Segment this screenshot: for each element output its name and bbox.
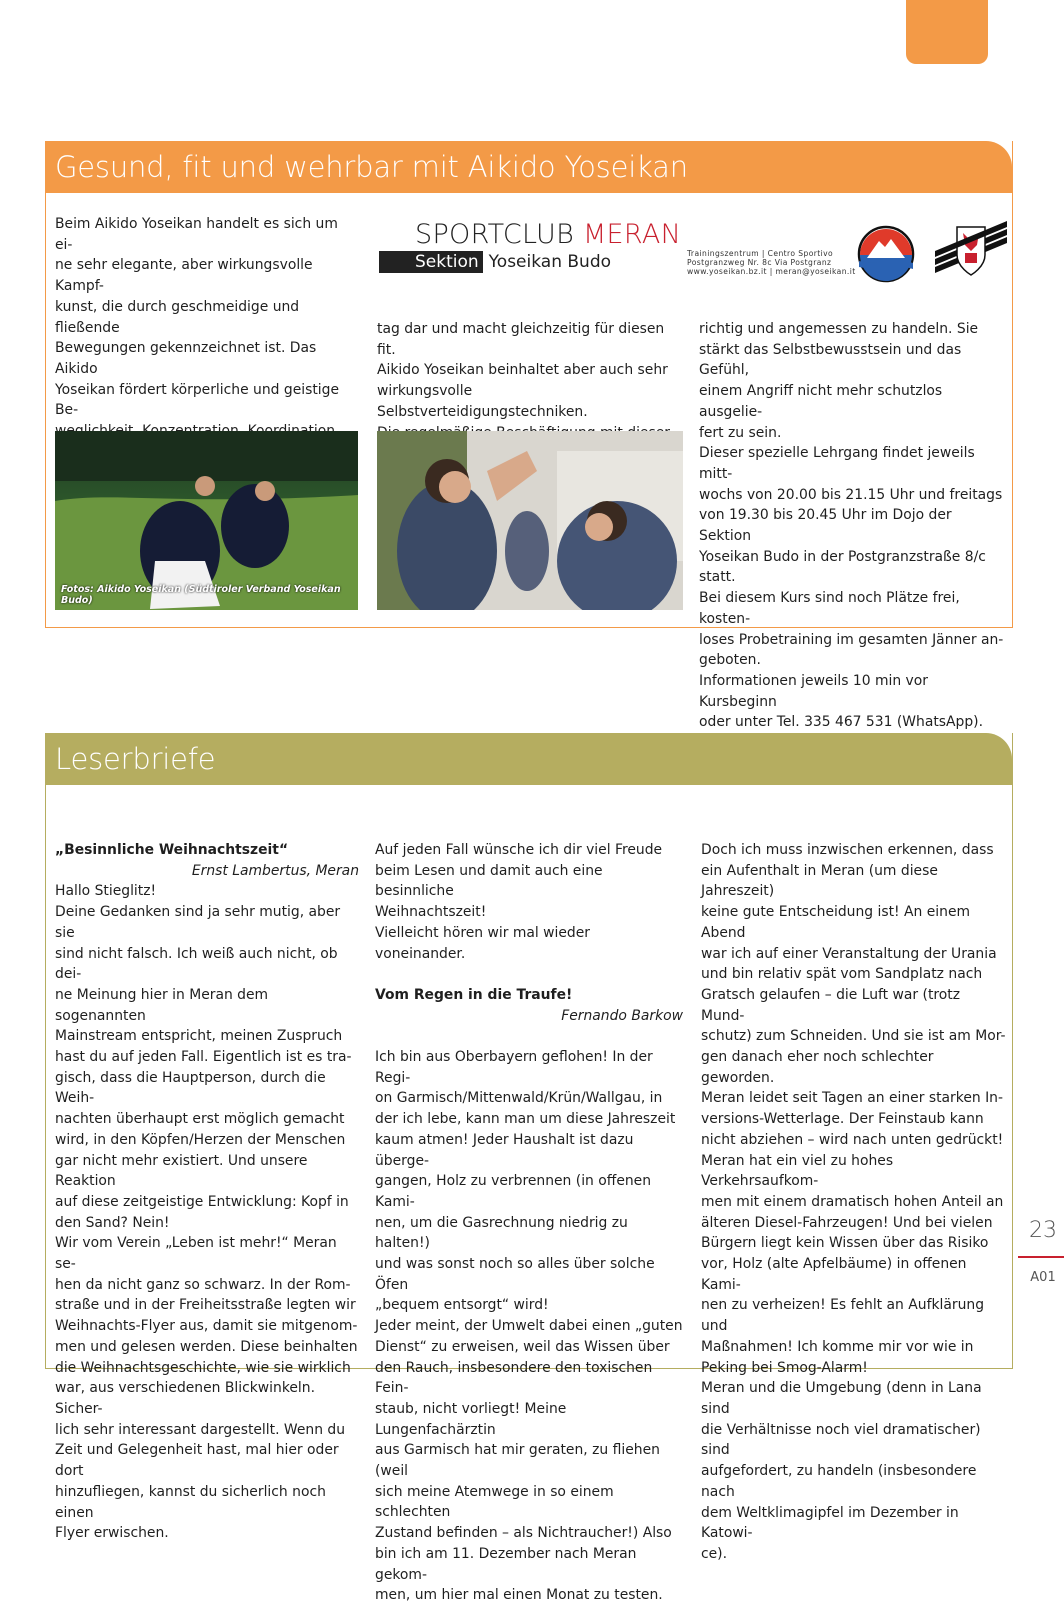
aikido-article xyxy=(45,141,1013,731)
letter1-ending: Auf jeden Fall wünsche ich dir viel Freude beim Lesen und damit auch eine besinnliche Weihnachtszeit! Vielleicht hören wir mal wieder voneinander. xyxy=(375,842,663,962)
club-section: Sektion Yoseikan Budo xyxy=(379,252,611,272)
yoseikan-emblem-icon xyxy=(857,225,915,283)
page-number: 23 xyxy=(1029,1218,1057,1243)
aikido-title: Gesund, fit und wehrbar mit Aikido Yoseikan xyxy=(46,141,1012,193)
aikido-photo-outdoor xyxy=(55,431,358,610)
club-contact-info: Trainingszentrum | Centro Sportivo Postgranzweg Nr. 8c Via Postgranz www.yoseikan.bz.it | meran@yoseikan.it xyxy=(687,249,856,276)
letters-column-3 xyxy=(701,840,1007,1565)
page-number-divider xyxy=(1018,1256,1064,1258)
aikido-indoor-illustration xyxy=(377,431,683,610)
aikido-photo-indoor xyxy=(377,431,683,610)
club-name: SPORTCLUB MERAN xyxy=(415,219,682,250)
page-tab-marker xyxy=(906,0,988,64)
letters-section xyxy=(45,733,1013,1604)
sportclub-logo xyxy=(379,219,1009,287)
letters-title: Leserbriefe xyxy=(46,733,1012,785)
letter1-author: Ernst Lambertus, Meran xyxy=(191,862,359,879)
aikido-text-1: Beim Aikido Yoseikan handelt es sich um ei- ne sehr elegante, aber wirkungsvolle Kampf- kunst, die durch geschmeidige und fließende Bewegungen gekennzeichnet ist. Das Aikido Yoseikan fördert körperliche und geistige Be- xyxy=(55,216,340,419)
page-code: A01 xyxy=(1030,1270,1056,1285)
letter1-title: „Besinnliche Weihnachtszeit“ xyxy=(55,842,289,858)
letters-column-1 xyxy=(55,840,359,1544)
letter2-continued: Doch ich muss inzwischen erkennen, dass ein Aufenthalt in Meran (um diese Jahreszeit) keine gute Entscheidung ist! An einem Abend war ich auf einer Veranstaltung der Urania und bin relativ spät vom Sandplatz nach Gratsch gelaufen – die Luft war (trotz Mund- schutz) zum Schneiden. Und sie ist am Mor- gen danach eher noch schlechter geworden. Meran leidet seit Tagen an einer starken In- versions-Wetterlage. Der Feinstaub kann nicht abziehen – wird nach unten gedrückt! Meran hat ein viel zu hohes Verkehrsaufkom- men mit einem dramatisch hohen Anteil an älteren Diesel-Fahrzeugen! Und bei vielen Bürgern liegt kein Wissen über das Risiko vor, Holz (alte Apfelbäume) in offenen Kami- nen zu verheizen! Es fehlt an Aufklärung und Maßnahmen! Ich komme mir vor wie in Peking bei Smog-Alarm! Meran und die Umgebung (denn in Lana sind die Verhältnisse noch viel dramatischer) sind aufgefordert, zu handeln (insbesondere nach dem Weltklimagipfel im Dezember in Katowi- ce). xyxy=(701,842,1006,1562)
letter1-body: Hallo Stieglitz! Deine Gedanken sind ja sehr mutig, aber sie sind nicht falsch. Ich weiß auch nicht, ob dei- ne Meinung hier in Meran dem sogenannten Mainstream entspricht, meinen Zuspruch hast du auf jeden Fall. Eigentlich ist es tra- gisch, dass die Hauptperson, durch die Weih- nachten überhaupt erst möglich gemacht wird, in den Köpfen/Herzen der Menschen gar nicht mehr existiert. Und unsere Reaktion auf diese zeitgeistige Entwicklung: Kopf in den Sand? Nein! Wir vom Verein „Leben ist mehr!“ Meran se- hen da nicht ganz so schwarz. In der Rom- straße und in der Freiheitsstraße legten wir Weihnachts-Flyer aus, damit sie mitgenom- men und gelesen werden. Diese beinhalten die Weihnachtsgeschichte, wie sie wirklich war, aus verschiedenen Blickwinkeln. Sicher- lich sehr interessant dargestellt. Wenn du Zeit und Gelegenheit hast, mal hier oder dort hinzufliegen, kannst du sicherlich noch einen Flyer erwischen. xyxy=(55,883,358,1542)
photo-caption: Fotos: Aikido Yoseikan (Südtiroler Verband Yoseikan Budo) xyxy=(61,584,341,606)
aikido-column-3 xyxy=(699,319,1005,733)
aikido-text-2: tag dar und macht gleichzeitig für diesen fit. Aikido Yoseikan beinhaltet aber auch sehr wirkungsvolle Selbstverteidigungstechniken. xyxy=(377,321,668,420)
letter2-title: Vom Regen in die Traufe! xyxy=(375,986,573,1003)
tyrol-eagle-icon xyxy=(935,219,1007,279)
aikido-text-3: richtig und angemessen zu handeln. Sie stärkt das Selbstbewusstsein und das Gefühl, einem Angriff nicht mehr schutzlos ausgelie- fert zu sein. Dieser spezielle Lehrgang findet jeweils mitt- wochs von 20.00 bis 21.15 Uhr und freitags von 19.30 bis 20.45 Uhr im Dojo der Sektion Yoseikan Budo in der Postgranzstraße 8/c statt. Bei diesem Kurs sind noch Plätze frei, kosten- loses Probetraining im gesamten Jänner an- geboten. Informationen jeweils 10 min vor Kursbeginn oder unter Tel. 335 467 531 (WhatsApp). xyxy=(699,321,1004,731)
letters-column-2 xyxy=(375,840,683,1606)
letter2-body: Ich bin aus Oberbayern geflohen! In der Regi- on Garmisch/Mittenwald/Krün/Wallgau, in der ich lebe, kann man um diese Jahreszeit kaum atmen! Jeder Haushalt ist dazu überge- gangen, Holz zu verbrennen (in offenen Kami- nen, um die Gasrechnung niedrig zu halten!) und was sonst noch so alles über solche Öfen „bequem entsorgt“ wird! Jeder meint, der Umwelt dabei einen „guten Dienst“ zu erweisen, weil das Wissen über den Rauch, insbesondere den toxischen Fein- staub, nicht vorliegt! Meine Lungenfachärztin aus Garmisch hat mir geraten, zu fliehen (weil sich meine Atemwege in so einem schlechten Zustand befinden – als Nichtraucher!) Also bin ich am 11. Dezember nach Meran gekom- men, um hier mal einen Monat zu testen. xyxy=(375,1049,683,1604)
letter2-author: Fernando Barkow xyxy=(561,1007,683,1024)
